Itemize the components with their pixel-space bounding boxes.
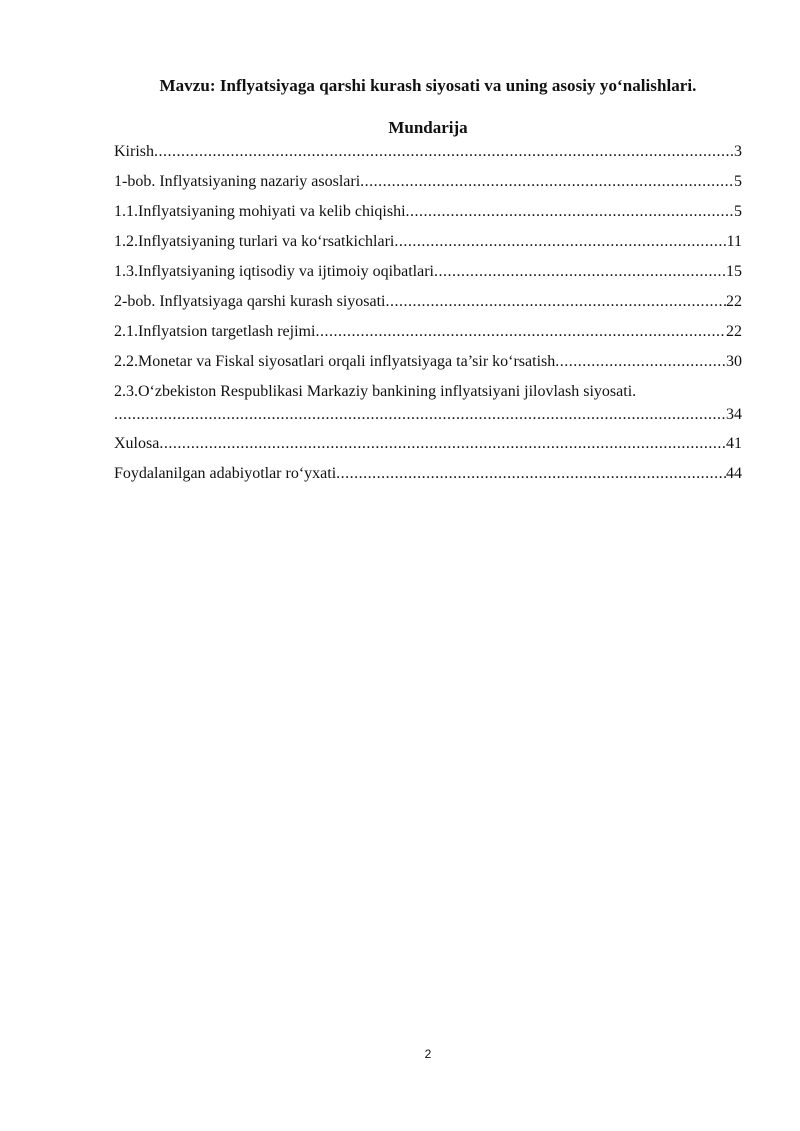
toc-entry-title: 1.2.Inflyatsiyaning turlari va ko‘rsatkichlari: [114, 233, 395, 250]
toc-entry: [114, 292, 742, 322]
toc-leader-dots: [406, 202, 734, 222]
toc-entry-title: 1.1.Inflyatsiyaning mohiyati va kelib chiqishi: [114, 203, 406, 220]
toc-entry-page: 5: [734, 173, 742, 190]
toc-entry-page: 3: [734, 143, 742, 160]
toc-leader-dots: [394, 232, 726, 252]
toc-entry-page: 34: [726, 406, 742, 423]
toc-entry-title: 2-bob. Inflyatsiyaga qarshi kurash siyosati: [114, 293, 386, 310]
toc-entry: [114, 232, 742, 262]
toc-entry-page: 5: [734, 203, 742, 220]
page-number: 2: [424, 1047, 432, 1061]
toc-entry-page: 44: [726, 465, 742, 482]
toc-entry-title: 2.2.Monetar va Fiskal siyosatlari orqali inflyatsiyaga ta’sir ko‘rsatish: [114, 353, 556, 370]
toc-entry-title: 1-bob. Inflyatsiyaning nazariy asoslari: [114, 173, 361, 190]
toc-leader-dots: [114, 405, 726, 425]
toc-entry-title: Kirish: [114, 143, 154, 160]
table-of-contents: [114, 142, 742, 494]
toc-entry-title: 1.3.Inflyatsiyaning iqtisodiy va ijtimoiy oqibatlari: [114, 263, 434, 280]
toc-entry-page: 22: [726, 323, 742, 340]
toc-leader-dots: [386, 292, 727, 312]
toc-leader-dots: [336, 464, 726, 484]
toc-leader-dots: [154, 142, 734, 162]
document-title: Mavzu: Inflyatsiyaga qarshi kurash siyosati va uning asosiy yo‘nalishlari.: [159, 76, 697, 95]
toc-entry: [114, 172, 742, 202]
toc-entry: [114, 352, 742, 382]
toc-entry: [114, 434, 742, 464]
toc-leader-dots: [315, 322, 726, 342]
toc-entry-title: 2.3.O‘zbekiston Respublikasi Markaziy bankining inflyatsiyani jilovlash siyosati.: [114, 383, 637, 400]
toc-entry-page: 11: [726, 233, 742, 250]
toc-leader-dots: [555, 352, 726, 372]
toc-heading: Mundarija: [388, 118, 468, 137]
toc-entry-title: 2.1.Inflyatsion targetlash rejimi: [114, 323, 316, 340]
toc-entry: [114, 202, 742, 232]
toc-entry: [114, 464, 742, 494]
toc-leader-dots: [434, 262, 726, 282]
toc-entry-page: 30: [726, 353, 742, 370]
toc-leader-dots: [360, 172, 734, 192]
toc-entry-page: 22: [726, 293, 742, 310]
toc-entry: [114, 262, 742, 292]
toc-entry-title: Foydalanilgan adabiyotlar ro‘yxati: [114, 465, 337, 482]
toc-entry: [114, 322, 742, 352]
toc-leader-dots: [159, 434, 726, 454]
toc-entry-title: Xulosa: [114, 435, 160, 452]
toc-entry: [114, 382, 742, 434]
toc-entry-page: 41: [726, 435, 742, 452]
toc-entry: [114, 142, 742, 172]
toc-entry-page: 15: [726, 263, 742, 280]
